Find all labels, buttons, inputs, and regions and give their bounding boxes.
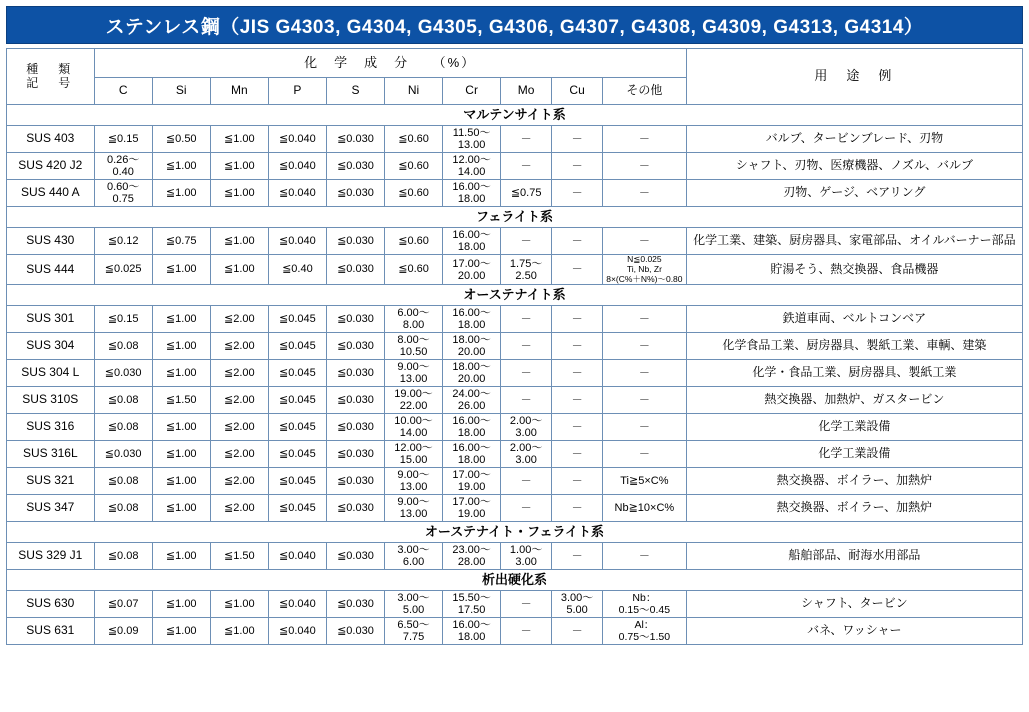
cell-c: ≦0.08 xyxy=(94,543,152,570)
cell-mn: ≦2.00 xyxy=(210,441,268,468)
cell-other: Al： 0.75～1.50 xyxy=(603,618,687,645)
cell-si: ≦1.00 xyxy=(152,153,210,180)
cell-cr: 16.00～ 18.00 xyxy=(443,414,501,441)
cell-si: ≦1.00 xyxy=(152,468,210,495)
cell-mn: ≦1.00 xyxy=(210,228,268,255)
cell-cu: － xyxy=(552,468,603,495)
cell-mn: ≦2.00 xyxy=(210,414,268,441)
cell-ni: ≦0.60 xyxy=(385,255,443,285)
cell-si: ≦1.00 xyxy=(152,591,210,618)
cell-mn: ≦1.00 xyxy=(210,126,268,153)
cell-c: ≦0.025 xyxy=(94,255,152,285)
cell-use-example: 化学・食品工業、厨房器具、製紙工業 xyxy=(686,360,1022,387)
cell-ni: 10.00～ 14.00 xyxy=(385,414,443,441)
cell-mo: 2.00～ 3.00 xyxy=(501,441,552,468)
cell-c: ≦0.07 xyxy=(94,591,152,618)
cell-cu: － xyxy=(552,543,603,570)
table-group-row xyxy=(7,285,1023,306)
cell-cr: 17.00～ 19.00 xyxy=(443,495,501,522)
cell-other: － xyxy=(603,333,687,360)
steel-grade-name: SUS 444 xyxy=(7,255,95,285)
cell-use-example: 化学工業設備 xyxy=(686,441,1022,468)
cell-s: ≦0.030 xyxy=(326,387,384,414)
cell-mn: ≦1.00 xyxy=(210,591,268,618)
table-row xyxy=(7,591,1023,618)
header-element-cr: Cr xyxy=(443,78,501,105)
group-label: 析出硬化系 xyxy=(7,570,1023,591)
cell-cu: － xyxy=(552,495,603,522)
cell-mo: 2.00～ 3.00 xyxy=(501,414,552,441)
header-element-p: P xyxy=(268,78,326,105)
header-use-example: 用 途 例 xyxy=(686,49,1022,105)
cell-use-example: 熱交換器、ボイラー、加熱炉 xyxy=(686,495,1022,522)
cell-cr: 12.00～ 14.00 xyxy=(443,153,501,180)
header-element-s: S xyxy=(326,78,384,105)
cell-use-example: 熱交換器、加熱炉、ガスタービン xyxy=(686,387,1022,414)
cell-ni: ≦0.60 xyxy=(385,126,443,153)
cell-c: ≦0.08 xyxy=(94,414,152,441)
cell-other: － xyxy=(603,228,687,255)
cell-p: ≦0.045 xyxy=(268,360,326,387)
cell-other: N≦0.025 Ti, Nb, Zr 8×(C%＋N%)～0.80 xyxy=(603,255,687,285)
cell-si: ≦1.00 xyxy=(152,618,210,645)
cell-mn: ≦1.00 xyxy=(210,618,268,645)
cell-cu: － xyxy=(552,180,603,207)
header-element-mo: Mo xyxy=(501,78,552,105)
cell-other: － xyxy=(603,414,687,441)
cell-c: ≦0.15 xyxy=(94,306,152,333)
cell-c: ≦0.08 xyxy=(94,468,152,495)
cell-ni: 3.00～ 5.00 xyxy=(385,591,443,618)
cell-use-example: 熱交換器、ボイラー、加熱炉 xyxy=(686,468,1022,495)
cell-mo: － xyxy=(501,468,552,495)
header-element-si: Si xyxy=(152,78,210,105)
cell-mn: ≦2.00 xyxy=(210,333,268,360)
table-row xyxy=(7,126,1023,153)
table-row xyxy=(7,543,1023,570)
cell-c: 0.26～ 0.40 xyxy=(94,153,152,180)
cell-mo: － xyxy=(501,126,552,153)
group-label: マルテンサイト系 xyxy=(7,105,1023,126)
page-title: ステンレス鋼（JIS G4303, G4304, G4305, G4306, G4307, G4308, G4309, G4313, G4314） xyxy=(105,16,924,38)
cell-cr: 23.00～ 28.00 xyxy=(443,543,501,570)
cell-cr: 18.00～ 20.00 xyxy=(443,333,501,360)
cell-use-example: 化学工業、建築、厨房器具、家電部品、オイルバーナー部品 xyxy=(686,228,1022,255)
cell-s: ≦0.030 xyxy=(326,495,384,522)
table-group-row xyxy=(7,207,1023,228)
group-label: オーステナイト系 xyxy=(7,285,1023,306)
cell-si: ≦1.00 xyxy=(152,306,210,333)
steel-grade-name: SUS 630 xyxy=(7,591,95,618)
steel-grade-name: SUS 631 xyxy=(7,618,95,645)
table-row xyxy=(7,387,1023,414)
cell-mo: － xyxy=(501,306,552,333)
cell-c: ≦0.15 xyxy=(94,126,152,153)
cell-si: ≦1.00 xyxy=(152,441,210,468)
cell-other: Nb≧10×C% xyxy=(603,495,687,522)
cell-mo: － xyxy=(501,387,552,414)
cell-other: Ti≧5×C% xyxy=(603,468,687,495)
cell-other: － xyxy=(603,126,687,153)
steel-grade-name: SUS 304 L xyxy=(7,360,95,387)
group-label: オーステナイト・フェライト系 xyxy=(7,522,1023,543)
cell-other: － xyxy=(603,387,687,414)
cell-mn: ≦2.00 xyxy=(210,360,268,387)
cell-s: ≦0.030 xyxy=(326,618,384,645)
cell-mo: 1.75～ 2.50 xyxy=(501,255,552,285)
table-row xyxy=(7,180,1023,207)
cell-ni: 6.00～ 8.00 xyxy=(385,306,443,333)
table-row xyxy=(7,228,1023,255)
steel-grade-name: SUS 347 xyxy=(7,495,95,522)
table-group-row xyxy=(7,522,1023,543)
cell-use-example: 刃物、ゲージ、ベアリング xyxy=(686,180,1022,207)
cell-other: － xyxy=(603,360,687,387)
cell-mo: ≦0.75 xyxy=(501,180,552,207)
steel-grade-name: SUS 301 xyxy=(7,306,95,333)
steel-grade-name: SUS 316L xyxy=(7,441,95,468)
cell-cr: 16.00～ 18.00 xyxy=(443,306,501,333)
table-group-row xyxy=(7,105,1023,126)
cell-use-example: 鉄道車両、ベルトコンベア xyxy=(686,306,1022,333)
cell-p: ≦0.040 xyxy=(268,618,326,645)
cell-cr: 18.00～ 20.00 xyxy=(443,360,501,387)
cell-mo: － xyxy=(501,495,552,522)
cell-cu: － xyxy=(552,387,603,414)
cell-c: ≦0.08 xyxy=(94,495,152,522)
cell-p: ≦0.045 xyxy=(268,387,326,414)
cell-ni: ≦0.60 xyxy=(385,228,443,255)
cell-p: ≦0.040 xyxy=(268,180,326,207)
cell-cu: － xyxy=(552,360,603,387)
steel-grade-name: SUS 304 xyxy=(7,333,95,360)
cell-cu: － xyxy=(552,255,603,285)
cell-cu: － xyxy=(552,228,603,255)
steel-grade-name: SUS 440 A xyxy=(7,180,95,207)
cell-s: ≦0.030 xyxy=(326,306,384,333)
cell-si: ≦1.00 xyxy=(152,255,210,285)
cell-use-example: 貯湯そう、熱交換器、食品機器 xyxy=(686,255,1022,285)
steel-grade-name: SUS 329 J1 xyxy=(7,543,95,570)
cell-use-example: 化学食品工業、厨房器具、製紙工業、車輌、建築 xyxy=(686,333,1022,360)
cell-other: － xyxy=(603,180,687,207)
cell-mo: 1.00～ 3.00 xyxy=(501,543,552,570)
cell-cu: － xyxy=(552,441,603,468)
cell-p: ≦0.045 xyxy=(268,414,326,441)
cell-c: ≦0.030 xyxy=(94,441,152,468)
cell-ni: 19.00～ 22.00 xyxy=(385,387,443,414)
cell-use-example: 船舶部品、耐海水用部品 xyxy=(686,543,1022,570)
cell-cr: 17.00～ 20.00 xyxy=(443,255,501,285)
cell-use-example: 化学工業設備 xyxy=(686,414,1022,441)
cell-cu: － xyxy=(552,126,603,153)
cell-ni: ≦0.60 xyxy=(385,180,443,207)
cell-s: ≦0.030 xyxy=(326,468,384,495)
cell-c: ≦0.08 xyxy=(94,387,152,414)
cell-s: ≦0.030 xyxy=(326,126,384,153)
steel-grade-name: SUS 420 J2 xyxy=(7,153,95,180)
cell-s: ≦0.030 xyxy=(326,414,384,441)
header-kind-line1: 種 類 xyxy=(26,61,75,76)
cell-cr: 16.00～ 18.00 xyxy=(443,441,501,468)
cell-si: ≦1.00 xyxy=(152,495,210,522)
cell-p: ≦0.045 xyxy=(268,441,326,468)
group-label: フェライト系 xyxy=(7,207,1023,228)
cell-p: ≦0.045 xyxy=(268,333,326,360)
cell-use-example: バネ、ワッシャー xyxy=(686,618,1022,645)
cell-cu: － xyxy=(552,333,603,360)
steel-grade-name: SUS 403 xyxy=(7,126,95,153)
cell-si: ≦1.00 xyxy=(152,180,210,207)
cell-use-example: シャフト、タービン xyxy=(686,591,1022,618)
cell-ni: 9.00～ 13.00 xyxy=(385,495,443,522)
cell-s: ≦0.030 xyxy=(326,360,384,387)
cell-mn: ≦1.00 xyxy=(210,153,268,180)
cell-p: ≦0.40 xyxy=(268,255,326,285)
cell-cr: 16.00～ 18.00 xyxy=(443,180,501,207)
cell-mn: ≦2.00 xyxy=(210,306,268,333)
cell-si: ≦0.50 xyxy=(152,126,210,153)
table-row xyxy=(7,360,1023,387)
cell-cr: 16.00～ 18.00 xyxy=(443,228,501,255)
cell-s: ≦0.030 xyxy=(326,228,384,255)
cell-cu: － xyxy=(552,618,603,645)
cell-p: ≦0.040 xyxy=(268,591,326,618)
document-page xyxy=(0,6,1029,712)
cell-si: ≦1.00 xyxy=(152,414,210,441)
cell-c: ≦0.030 xyxy=(94,360,152,387)
table-row xyxy=(7,414,1023,441)
page-title-bar xyxy=(6,6,1023,44)
cell-ni: 9.00～ 13.00 xyxy=(385,468,443,495)
table-row xyxy=(7,333,1023,360)
header-kind xyxy=(7,49,95,105)
cell-p: ≦0.045 xyxy=(268,468,326,495)
header-element-ni: Ni xyxy=(385,78,443,105)
cell-mo: － xyxy=(501,618,552,645)
header-element-c: C xyxy=(94,78,152,105)
cell-mo: － xyxy=(501,591,552,618)
cell-use-example: バルブ、タービンブレード、刃物 xyxy=(686,126,1022,153)
cell-si: ≦1.00 xyxy=(152,360,210,387)
cell-other: － xyxy=(603,543,687,570)
cell-other: － xyxy=(603,441,687,468)
cell-mn: ≦2.00 xyxy=(210,387,268,414)
cell-other: Nb： 0.15～0.45 xyxy=(603,591,687,618)
cell-mn: ≦2.00 xyxy=(210,495,268,522)
cell-c: ≦0.12 xyxy=(94,228,152,255)
cell-s: ≦0.030 xyxy=(326,153,384,180)
cell-mn: ≦1.00 xyxy=(210,255,268,285)
cell-mn: ≦1.50 xyxy=(210,543,268,570)
cell-p: ≦0.040 xyxy=(268,153,326,180)
cell-c: ≦0.08 xyxy=(94,333,152,360)
table-row xyxy=(7,441,1023,468)
steel-grade-name: SUS 430 xyxy=(7,228,95,255)
table-row xyxy=(7,255,1023,285)
cell-mn: ≦2.00 xyxy=(210,468,268,495)
cell-ni: 9.00～ 13.00 xyxy=(385,360,443,387)
cell-mo: － xyxy=(501,333,552,360)
cell-ni: 3.00～ 6.00 xyxy=(385,543,443,570)
cell-cr: 15.50～ 17.50 xyxy=(443,591,501,618)
cell-s: ≦0.030 xyxy=(326,180,384,207)
cell-mn: ≦1.00 xyxy=(210,180,268,207)
cell-cr: 11.50～ 13.00 xyxy=(443,126,501,153)
table-body xyxy=(7,105,1023,645)
cell-s: ≦0.030 xyxy=(326,333,384,360)
header-element-other: その他 xyxy=(603,78,687,105)
cell-use-example: シャフト、刃物、医療機器、ノズル、バルブ xyxy=(686,153,1022,180)
stainless-steel-table xyxy=(6,48,1023,645)
header-element-mn: Mn xyxy=(210,78,268,105)
cell-other: － xyxy=(603,153,687,180)
cell-ni: ≦0.60 xyxy=(385,153,443,180)
cell-mo: － xyxy=(501,228,552,255)
table-row xyxy=(7,153,1023,180)
cell-cr: 16.00～ 18.00 xyxy=(443,618,501,645)
cell-cu: － xyxy=(552,306,603,333)
cell-cu: － xyxy=(552,414,603,441)
cell-ni: 12.00～ 15.00 xyxy=(385,441,443,468)
cell-mo: － xyxy=(501,360,552,387)
cell-s: ≦0.030 xyxy=(326,591,384,618)
table-header xyxy=(7,49,1023,105)
cell-mo: － xyxy=(501,153,552,180)
cell-cr: 24.00～ 26.00 xyxy=(443,387,501,414)
cell-p: ≦0.040 xyxy=(268,228,326,255)
table-row xyxy=(7,468,1023,495)
cell-cr: 17.00～ 19.00 xyxy=(443,468,501,495)
header-element-cu: Cu xyxy=(552,78,603,105)
cell-p: ≦0.045 xyxy=(268,306,326,333)
cell-cu: 3.00～ 5.00 xyxy=(552,591,603,618)
table-row xyxy=(7,618,1023,645)
table-row xyxy=(7,495,1023,522)
cell-p: ≦0.040 xyxy=(268,126,326,153)
cell-c: ≦0.09 xyxy=(94,618,152,645)
header-chemical-composition: 化 学 成 分 （%） xyxy=(94,49,686,78)
cell-s: ≦0.030 xyxy=(326,255,384,285)
table-row xyxy=(7,306,1023,333)
cell-p: ≦0.040 xyxy=(268,543,326,570)
cell-cu: － xyxy=(552,153,603,180)
cell-si: ≦0.75 xyxy=(152,228,210,255)
cell-s: ≦0.030 xyxy=(326,441,384,468)
cell-si: ≦1.00 xyxy=(152,333,210,360)
cell-p: ≦0.045 xyxy=(268,495,326,522)
cell-ni: 8.00～ 10.50 xyxy=(385,333,443,360)
header-kind-line2: 記 号 xyxy=(26,75,75,90)
cell-ni: 6.50～ 7.75 xyxy=(385,618,443,645)
cell-si: ≦1.00 xyxy=(152,543,210,570)
cell-s: ≦0.030 xyxy=(326,543,384,570)
steel-grade-name: SUS 316 xyxy=(7,414,95,441)
cell-si: ≦1.50 xyxy=(152,387,210,414)
steel-grade-name: SUS 321 xyxy=(7,468,95,495)
table-group-row xyxy=(7,570,1023,591)
cell-other: － xyxy=(603,306,687,333)
steel-grade-name: SUS 310S xyxy=(7,387,95,414)
cell-c: 0.60～ 0.75 xyxy=(94,180,152,207)
